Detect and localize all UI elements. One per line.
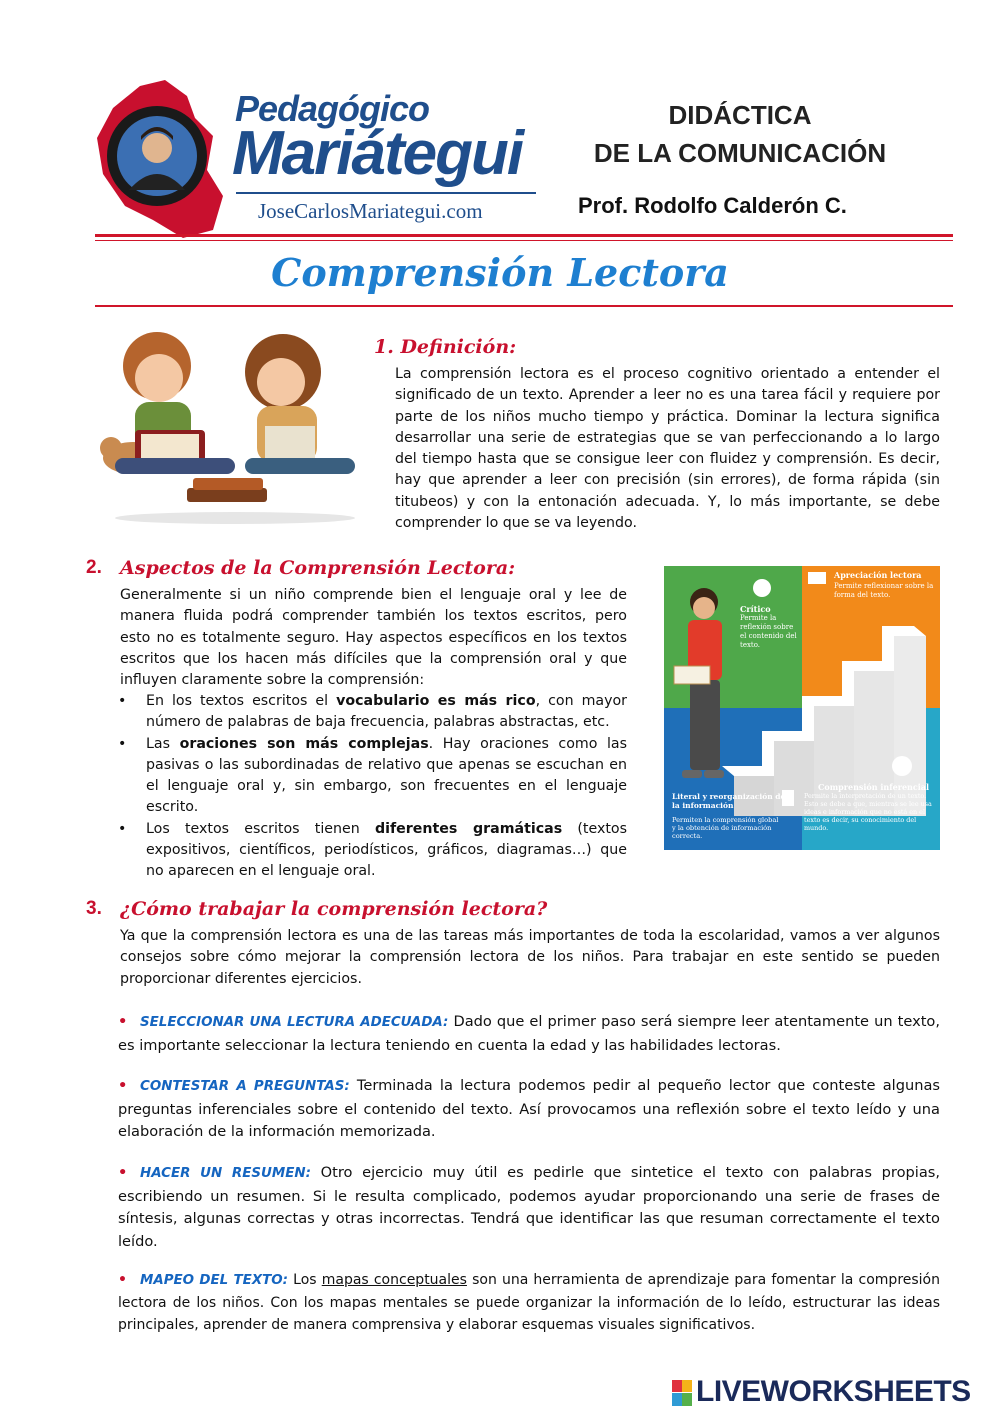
- bullet: •: [118, 1077, 128, 1094]
- page-title: Comprensión Lectora: [271, 250, 729, 295]
- section1-body: La comprensión lectora es el proceso cognitivo orientado a entender el significado de un texto. Aprender a leer no es una tarea fácil y requiere por parte de los niños mucho tiempo y práctica. Dominar la lectura significa desarrollar una serie de estrategias que se van perfeccionando a lo largo del tiempo hasta que se consigue leer con fluidez y comprensión. Es decir, hay que aprender a leer con precisión (sin errores), de forma rápida (sin titubeos) y con la entonación adecuada. Y, lo más importante, se debe comprender lo que se va leyendo.: [395, 366, 940, 532]
- header-title-line2: DE LA COMUNICACIÓN: [593, 138, 887, 168]
- header-divider: [95, 234, 953, 237]
- brand-main-text: Mariátegui: [232, 119, 523, 188]
- section3-intro: Ya que la comprensión lectora es una de las tareas más importantes de toda la escolaridad, vamos a ver algunos consejos sobre cómo mejorar la comprensión lectora de los niños. Para trabajar en este sentido se pueden proporcionar diferentes ejercicios.: [120, 928, 940, 987]
- reading-levels-infographic: [664, 566, 940, 850]
- section2-heading: Aspectos de la Comprensión Lectora:: [120, 557, 516, 579]
- section1-heading: 1. Definición:: [374, 336, 517, 358]
- literal-text: Permiten la comprensión global y la obtención de información correcta.: [672, 816, 779, 840]
- section2-intro: Generalmente si un niño comprende bien el lenguaje oral y lee de manera fluida podrá comprender también los textos escritos, pero esto no es totalmente seguro. Hay aspectos específicos en los textos escritos que los hacen más difíciles que la comprensión oral y que influyen claramente sobre la comprensión:: [120, 587, 627, 689]
- section3-number: 3.: [86, 898, 102, 919]
- concept-maps-link[interactable]: mapas conceptuales: [321, 1272, 467, 1288]
- section2-number: 2.: [86, 557, 102, 578]
- section3-heading: ¿Cómo trabajar la comprensión lectora?: [120, 898, 548, 920]
- apreciacion-title: Apreciación lectora: [834, 570, 922, 580]
- liveworksheets-badge: [672, 1380, 692, 1406]
- literal-title: Literal y reorganización de la información: [672, 792, 786, 810]
- exercise-item-text-mapping: • MAPEO DEL TEXTO: Los mapas conceptuales son una herramienta de aprendizaje para fomentar la compresión lectora de los niños. Con los mapas mentales se puede organizar la información de lo leído, estructurar las ideas principales, aprender de manera comprensiva y elaborar esquemas visuales significativos.: [118, 1269, 940, 1336]
- bullet: •: [118, 1013, 128, 1030]
- critico-text: Permite la reflexión sobre el contenido del texto.: [740, 614, 797, 649]
- exercise-item-answer-questions: • CONTESTAR A PREGUNTAS: Terminada la lectura podemos pedir al pequeño lector que conteste algunas preguntas inferenciales sobre el contenido del texto. Así provocamos una reflexión sobre el texto leído y una elaboración de la información memorizada.: [118, 1077, 940, 1140]
- inferencial-title: Comprensión inferencial: [818, 782, 930, 792]
- bullet: •: [118, 1272, 127, 1288]
- section2-bullet-list: [118, 691, 627, 882]
- header-title-line1: DIDÁCTICA: [668, 100, 812, 130]
- exercise-item-select-reading: • SELECCIONAR UNA LECTURA ADECUADA: Dado que el primer paso será siempre leer atentamente un texto, es importante seleccionar la lectura teniendo en cuenta la edad y las habilidades lectoras.: [118, 1013, 940, 1054]
- list-item: • Los textos escritos tienen diferentes gramáticas (textos expositivos, científicos, periodísticos, gráficos, diagramas…) que no aparecen en el lenguaje oral.: [118, 821, 628, 879]
- critico-title: Crítico: [740, 604, 771, 614]
- title-divider: [95, 305, 953, 307]
- exercise-item-summary: • HACER UN RESUMEN: Otro ejercicio muy útil es pedirle que sintetice el texto con palabras propias, escribiendo un resumen. Si le resulta complicado, podemos ayudar proporcionando una serie de frases de síntesis, algunas correctas y otras incorrectas. Tendrá que identificar las que resuman correctamente el texto leído.: [118, 1164, 940, 1250]
- professor-name: Prof. Rodolfo Calderón C.: [578, 193, 847, 218]
- inferencial-text: Permite la interpretación de un texto. Esto se debe a que, mientras se lee usa ideas e información que no está en el texto es decir, su conocimiento del mundo.: [804, 792, 932, 832]
- brand-underline: [236, 192, 536, 194]
- list-item: • Las oraciones son más complejas. Hay oraciones como las pasivas o las subordinadas de relativo que apenas se escuchan en el lenguaje oral y, sin embargo, son frecuentes en el lenguaje escrito.: [118, 736, 628, 815]
- brand-top-text: Pedagógico: [235, 88, 430, 129]
- children-reading-illustration: [95, 330, 375, 525]
- bullet: •: [118, 1164, 128, 1181]
- header-divider-thin: [95, 240, 953, 241]
- apreciacion-text: Permite reflexionar sobre la forma del texto.: [834, 582, 934, 599]
- brand-url-link[interactable]: JoseCarlosMariategui.com: [258, 199, 483, 223]
- list-item: • En los textos escritos el vocabulario es más rico, con mayor número de palabras de baja frecuencia, palabras abstractas, etc.: [118, 693, 628, 730]
- liveworksheets-logo[interactable]: LIVEWORKSHEETS: [696, 1375, 971, 1408]
